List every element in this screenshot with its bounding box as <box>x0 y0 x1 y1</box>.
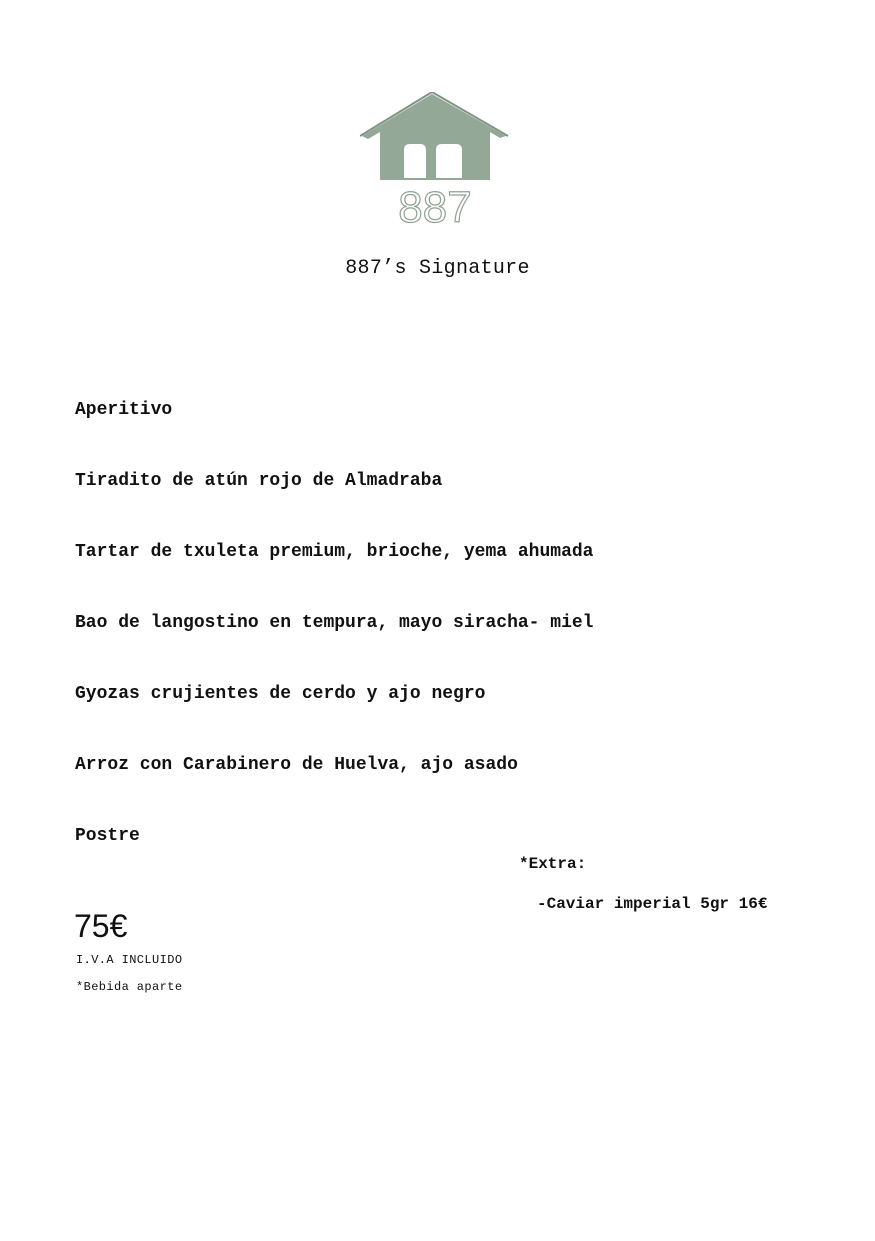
course-postre: Postre <box>75 826 140 846</box>
extra-caviar: -Caviar imperial 5gr 16€ <box>537 895 768 913</box>
course-bao: Bao de langostino en tempura, mayo siracha- miel <box>75 613 594 633</box>
menu-title: 887’s Signature <box>345 257 530 280</box>
tax-note: I.V.A INCLUIDO <box>76 953 183 967</box>
course-arroz: Arroz con Carabinero de Huelva, ajo asado <box>75 755 518 775</box>
restaurant-logo <box>360 92 510 228</box>
extra-title: *Extra: <box>519 855 587 873</box>
house-logo-icon <box>360 92 510 228</box>
drinks-note: *Bebida aparte <box>76 980 183 994</box>
course-tartar: Tartar de txuleta premium, brioche, yema ahumada <box>75 542 594 562</box>
menu-price: 75€ <box>74 908 128 944</box>
logo-number: 887 <box>398 183 472 228</box>
course-gyozas: Gyozas crujientes de cerdo y ajo negro <box>75 684 486 704</box>
course-aperitivo: Aperitivo <box>75 400 173 420</box>
course-tiradito: Tiradito de atún rojo de Almadraba <box>75 471 443 491</box>
